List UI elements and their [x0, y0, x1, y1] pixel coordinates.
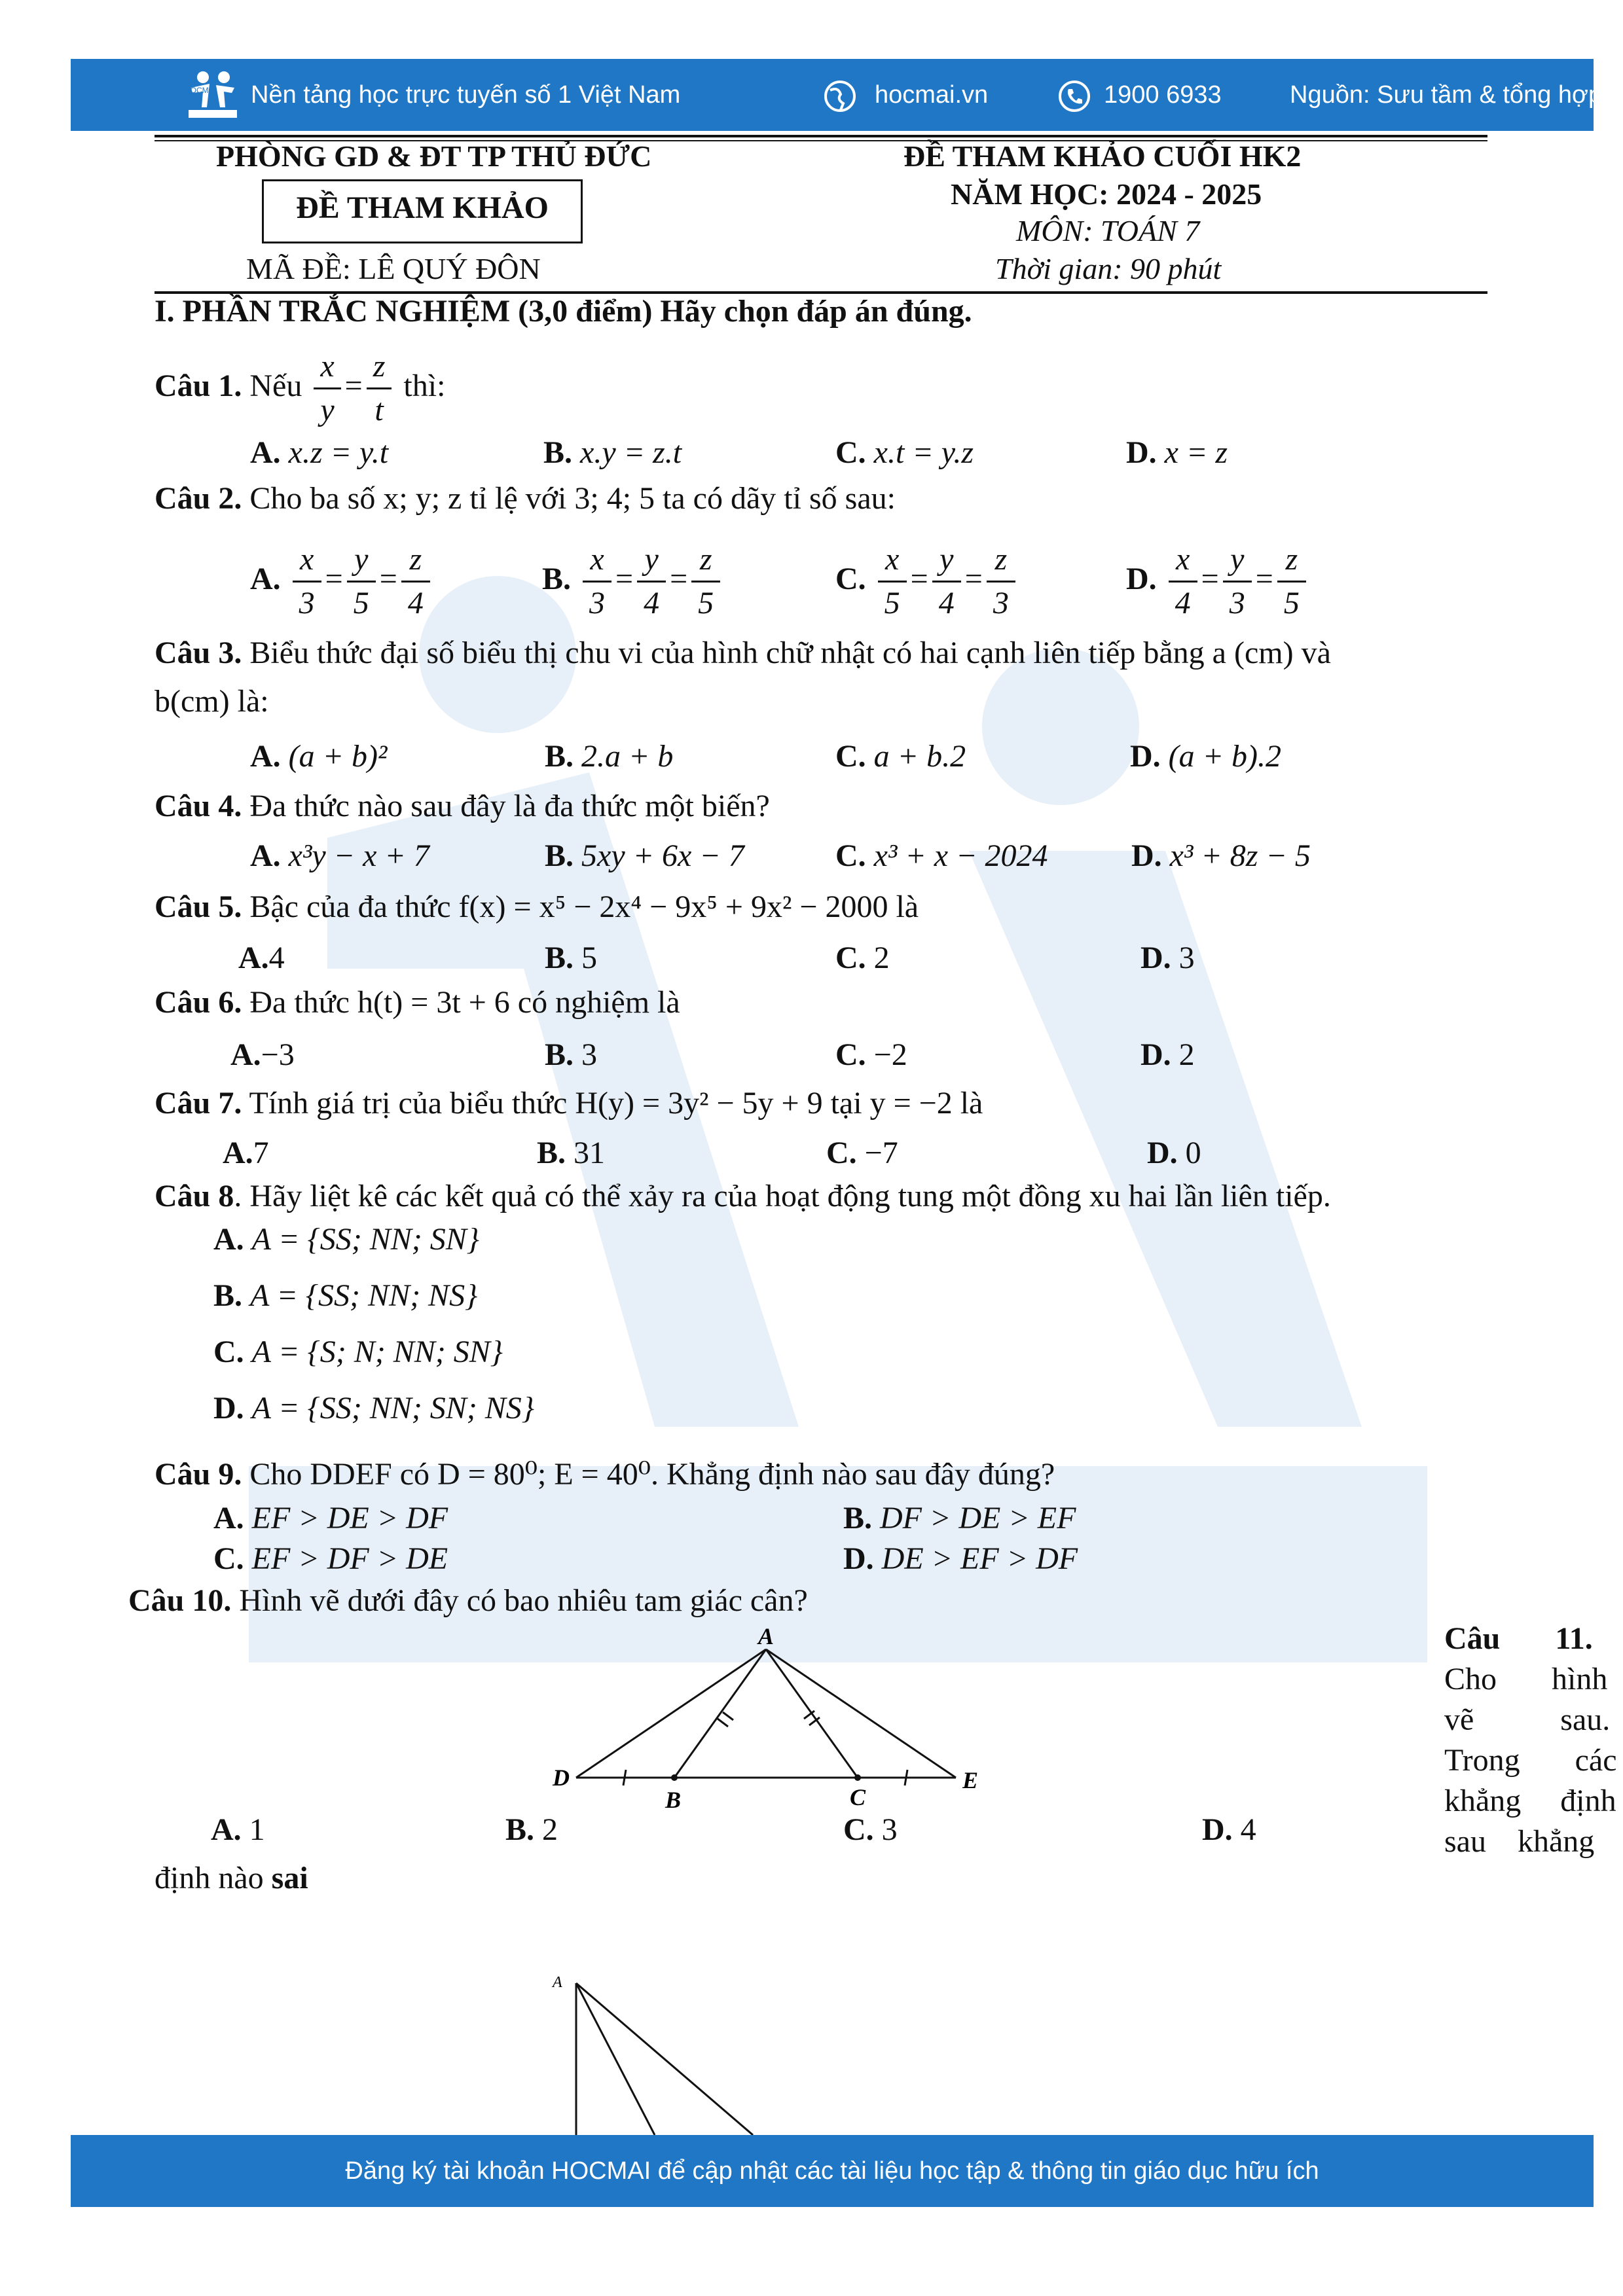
- slogan: Nền tảng học trực tuyến số 1 Việt Nam: [251, 81, 681, 109]
- question-3: Câu 3. Biểu thức đại số biểu thị chu vi của hình chữ nhật có hai cạnh liên tiếp bằng a (cm) và: [155, 636, 1331, 670]
- q6-option-d[interactable]: D. 2: [1140, 1037, 1195, 1072]
- q11-point-a: A: [553, 1974, 562, 1991]
- question-6: Câu 6. Đa thức h(t) = 3t + 6 có nghiệm là: [155, 985, 680, 1020]
- q4-option-b[interactable]: B. 5xy + 6x − 7: [545, 838, 744, 873]
- q10-option-b[interactable]: B. 2: [505, 1812, 558, 1847]
- website-link[interactable]: hocmai.vn: [875, 81, 989, 109]
- q10-point-a: A: [758, 1623, 775, 1649]
- q3-option-b[interactable]: B. 2.a + b: [545, 739, 674, 774]
- logo-text: HOCMAI: [185, 86, 216, 95]
- q11-label: Câu 11.: [1444, 1621, 1593, 1656]
- q4-option-c[interactable]: C. x³ + x − 2024: [835, 838, 1048, 873]
- q3-option-a[interactable]: A. (a + b)²: [250, 739, 388, 774]
- q8-option-c[interactable]: C. A = {S; N; NN; SN}: [213, 1335, 503, 1369]
- q10-point-d: D: [553, 1765, 570, 1791]
- q5-option-a[interactable]: A.4: [238, 941, 285, 975]
- subject: MÔN: TOÁN 7: [1016, 214, 1200, 247]
- q11-line-2: Cho hình: [1444, 1662, 1608, 1696]
- question-9: Câu 9. Cho DDEF có D = 80⁰; E = 40⁰. Khẳng định nào sau đây đúng?: [155, 1457, 1055, 1492]
- q11-line-4: Trong các: [1444, 1743, 1617, 1778]
- q2-option-c[interactable]: C. $\frac{x}{5}$ = $\frac{y}{4}$ = $\frac{z}{3}$: [835, 530, 1019, 628]
- q1-text-b: thì:: [403, 368, 446, 403]
- bottom-banner: [71, 2135, 1594, 2207]
- q1-option-c[interactable]: C. x.t = y.z: [835, 435, 974, 470]
- q11-cont: định nào sai: [155, 1861, 308, 1895]
- question-5: Câu 5. Bậc của đa thức f(x) = x⁵ − 2x⁴ − 9x⁵ + 9x² − 2000 là: [155, 889, 919, 924]
- q6-option-c[interactable]: C. −2: [835, 1037, 907, 1072]
- doc-type: ĐỀ THAM KHẢO: [296, 190, 549, 225]
- top-banner: [71, 59, 1603, 131]
- q10-option-a[interactable]: A. 1: [211, 1812, 265, 1847]
- question-3-cont: b(cm) là:: [155, 684, 269, 719]
- q10-option-d[interactable]: D. 4: [1202, 1812, 1256, 1847]
- phone-number[interactable]: 1900 6933: [1104, 81, 1222, 109]
- q3-option-c[interactable]: C. a + b.2: [835, 739, 966, 774]
- q7-option-a[interactable]: A.7: [223, 1136, 269, 1170]
- question-8: Câu 8. Hãy liệt kê các kết quả có thể xảy ra của hoạt động tung một đồng xu hai lần liên tiếp.: [155, 1179, 1331, 1213]
- q1-frac-zt: $\frac{z}{t}$: [367, 346, 392, 431]
- phone-icon: [1058, 80, 1091, 113]
- q7-option-b[interactable]: B. 31: [537, 1136, 606, 1170]
- q3-option-d[interactable]: D. (a + b).2: [1130, 739, 1282, 774]
- question-1: Câu 1. Nếu $\frac{x}{y}$ = $\frac{z}{t}$ thì:: [155, 340, 445, 432]
- q10-point-e: E: [962, 1767, 979, 1793]
- q6-option-a[interactable]: A.−3: [230, 1037, 295, 1072]
- exam-title: ĐỀ THAM KHẢO CUỐI HK2: [903, 139, 1302, 173]
- q10-point-c: C: [850, 1784, 866, 1810]
- q10-triangle-figure: [550, 1621, 995, 1817]
- q1-option-a[interactable]: A. x.z = y.t: [250, 435, 389, 470]
- q10-point-b: B: [665, 1787, 682, 1813]
- department: PHÒNG GD & ĐT TP THỦ ĐỨC: [216, 139, 652, 173]
- q1-frac-xy: $\frac{x}{y}$: [314, 346, 340, 431]
- question-2: Câu 2. Cho ba số x; y; z tỉ lệ với 3; 4; 5 ta có dãy tỉ số sau:: [155, 481, 896, 516]
- q4-option-a[interactable]: A. x³y − x + 7: [250, 838, 429, 873]
- q5-option-c[interactable]: C. 2: [835, 941, 890, 975]
- q7-option-c[interactable]: C. −7: [826, 1136, 898, 1170]
- q9-option-b[interactable]: B. DF > DE > EF: [843, 1501, 1076, 1535]
- question-4: Câu 4. Đa thức nào sau đây là đa thức một biến?: [155, 789, 770, 823]
- q11-line-3: vẽ sau.: [1444, 1702, 1611, 1737]
- exam-code: MÃ ĐỀ: LÊ QUÝ ĐÔN: [246, 252, 541, 285]
- school-year: NĂM HỌC: 2024 - 2025: [951, 177, 1262, 211]
- q6-option-b[interactable]: B. 3: [545, 1037, 598, 1072]
- q2-option-b[interactable]: B. $\frac{x}{3}$ = $\frac{y}{4}$ = $\frac{z}{5}$: [542, 530, 724, 628]
- q4-option-d[interactable]: D. x³ + 8z − 5: [1131, 838, 1311, 873]
- q8-option-d[interactable]: D. A = {SS; NN; SN; NS}: [213, 1391, 534, 1426]
- globe-icon: [824, 80, 856, 113]
- question-10: Câu 10. Hình vẽ dưới đây có bao nhiêu tam giác cân?: [128, 1583, 808, 1618]
- q1-option-b[interactable]: B. x.y = z.t: [543, 435, 682, 470]
- q7-option-d[interactable]: D. 0: [1147, 1136, 1201, 1170]
- q11-line-5: khẳng định: [1444, 1784, 1616, 1818]
- q11-line-6: sau khẳng: [1444, 1824, 1595, 1859]
- q8-option-b[interactable]: B. A = {SS; NN; NS}: [213, 1278, 478, 1313]
- q9-option-c[interactable]: C. EF > DF > DE: [213, 1541, 448, 1576]
- q9-option-d[interactable]: D. DE > EF > DF: [843, 1541, 1078, 1576]
- q1-label: Câu 1.: [155, 368, 242, 403]
- section-title: I. PHẦN TRẮC NGHIỆM (3,0 điểm) Hãy chọn đáp án đúng.: [155, 294, 972, 329]
- q2-option-a[interactable]: A. $\frac{x}{3}$ = $\frac{y}{5}$ = $\frac{z}{4}$: [250, 530, 434, 628]
- q10-option-c[interactable]: C. 3: [843, 1812, 898, 1847]
- q1-text-a: Nếu: [249, 368, 302, 403]
- q8-option-a[interactable]: A. A = {SS; NN; SN}: [213, 1222, 479, 1257]
- q2-option-d[interactable]: D. $\frac{x}{4}$ = $\frac{y}{3}$ = $\frac{z}{5}$: [1126, 530, 1310, 628]
- source-note: Nguồn: Sưu tầm & tổng hợp: [1290, 81, 1603, 109]
- header-rule-top: [155, 135, 1487, 137]
- q5-option-b[interactable]: B. 5: [545, 941, 598, 975]
- question-7: Câu 7. Tính giá trị của biểu thức H(y) = 3y² − 5y + 9 tại y = −2 là: [155, 1086, 983, 1121]
- duration: Thời gian: 90 phút: [995, 252, 1222, 285]
- q9-option-a[interactable]: A. EF > DE > DF: [213, 1501, 448, 1535]
- q11-figure: [537, 1964, 877, 2135]
- register-message[interactable]: Đăng ký tài khoản HOCMAI để cập nhật các tài liệu học tập & thông tin giáo dục hữu ích: [345, 2157, 1319, 2185]
- q1-option-d[interactable]: D. x = z: [1126, 435, 1228, 470]
- q5-option-d[interactable]: D. 3: [1140, 941, 1195, 975]
